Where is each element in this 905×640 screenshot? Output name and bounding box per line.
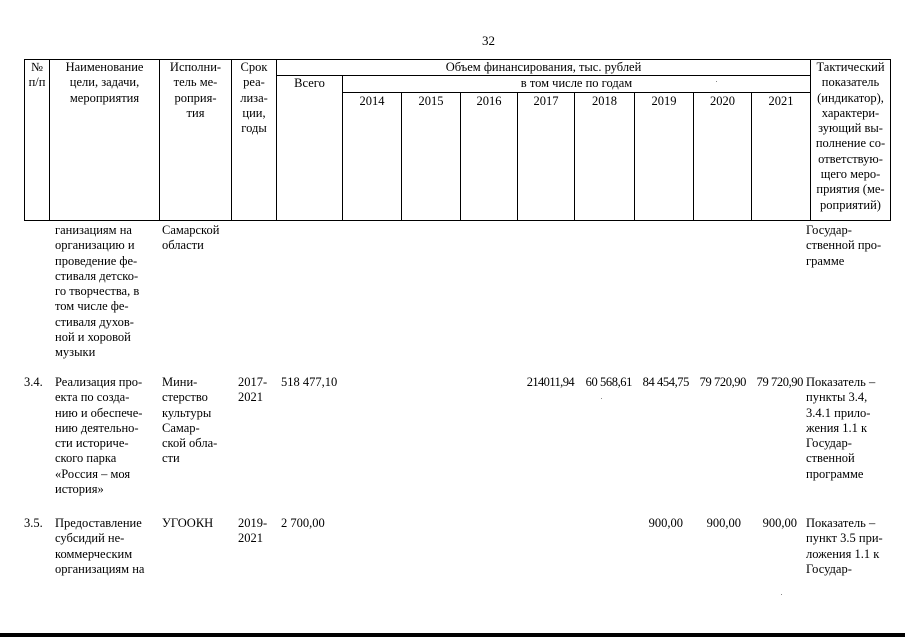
col-border [460,92,461,221]
header-executor: Исполни- тель ме- роприя- тия [169,60,222,120]
row-1-y2018: 60 568,61 [585,375,632,389]
header-funding: Объем финансирования, тыс. рублей [445,60,642,74]
header-total: Всего [294,76,325,90]
table-header [24,59,891,221]
row-1-indicator: Показатель – пункты 3.4, 3.4.1 прило- жения 1.1 к Государ- ственной программе [806,375,876,481]
col-border [634,92,635,221]
row-1-y2019: 84 454,75 [642,375,689,389]
row-0-executor: Самарской области [162,223,220,253]
header-bottom-border [24,220,891,221]
row-2-name: Предоставление субсидий не- коммерческим организациям на [55,516,145,576]
row-2-y2020: 900,00 [706,516,741,530]
header-indicator: Тактический показатель (индикатор), характери- зующий вы- полнение со- ответствую- щего меро- приятия (ме- роприятий) [815,60,886,212]
row-1-y2021: 79 720,90 [756,375,803,389]
header-year-2015: 2015 [418,94,444,108]
header-year-2019: 2019 [651,94,677,108]
header-name: Наименование цели, задачи, мероприятия [65,60,144,105]
header-year-2016: 2016 [476,94,502,108]
scan-speck [781,594,782,595]
col-border [401,92,402,221]
row-0-indicator: Государ- ственной про- грамме [806,223,882,268]
row-2-term: 2019- 2021 [238,516,268,546]
header-year-2018: 2018 [592,94,617,108]
row-2-total: 2 700,00 [281,516,325,530]
row-2-y2019: 900,00 [648,516,683,530]
col-border [693,92,694,221]
row-1-y2017: 214011,94 [526,375,574,389]
header-term: Срок реа- лиза- ции, годы [240,60,268,136]
col-border [574,92,575,221]
row-0-name: ганизациям на организацию и проведение фе- стиваля детско- го творчества, в том числе фе- стиваля духов- ной и хоровой музыки [55,223,140,360]
header-year-2020: 2020 [710,94,735,108]
header-num: № п/п [28,60,46,90]
row-1-name: Реализация про- екта по созда- нию и обеспече- нию деятельно- сти историче- ского парка «Россия – моя история» [55,375,143,497]
page-number: 32 [482,33,495,48]
header-year-2021: 2021 [768,94,794,108]
col-border [890,59,891,221]
col-border [751,92,752,221]
row-1-term: 2017- 2021 [238,375,268,405]
row-1-executor: Мини- стерство культуры Самар- ской обла- сти [162,375,218,466]
row-2-executor: УГООКН [162,516,214,530]
header-year-2014: 2014 [359,94,385,108]
col-border [517,92,518,221]
row-2-indicator: Показатель – пункт 3.5 при- ложения 1.1 к Государ- [806,516,883,576]
row-2-num: 3.5. [24,516,43,530]
header-year-2017: 2017 [533,94,559,108]
page-bottom-rule [0,633,905,637]
row-2-y2021: 900,00 [762,516,797,530]
years-subheader-line [342,92,810,93]
scan-speck [716,81,717,82]
row-1-num: 3.4. [24,375,43,389]
header-by-years: в том числе по годам [520,76,633,90]
scan-speck [601,398,602,399]
row-1-y2020: 79 720,90 [699,375,746,389]
row-1-total: 518 477,10 [281,375,338,389]
